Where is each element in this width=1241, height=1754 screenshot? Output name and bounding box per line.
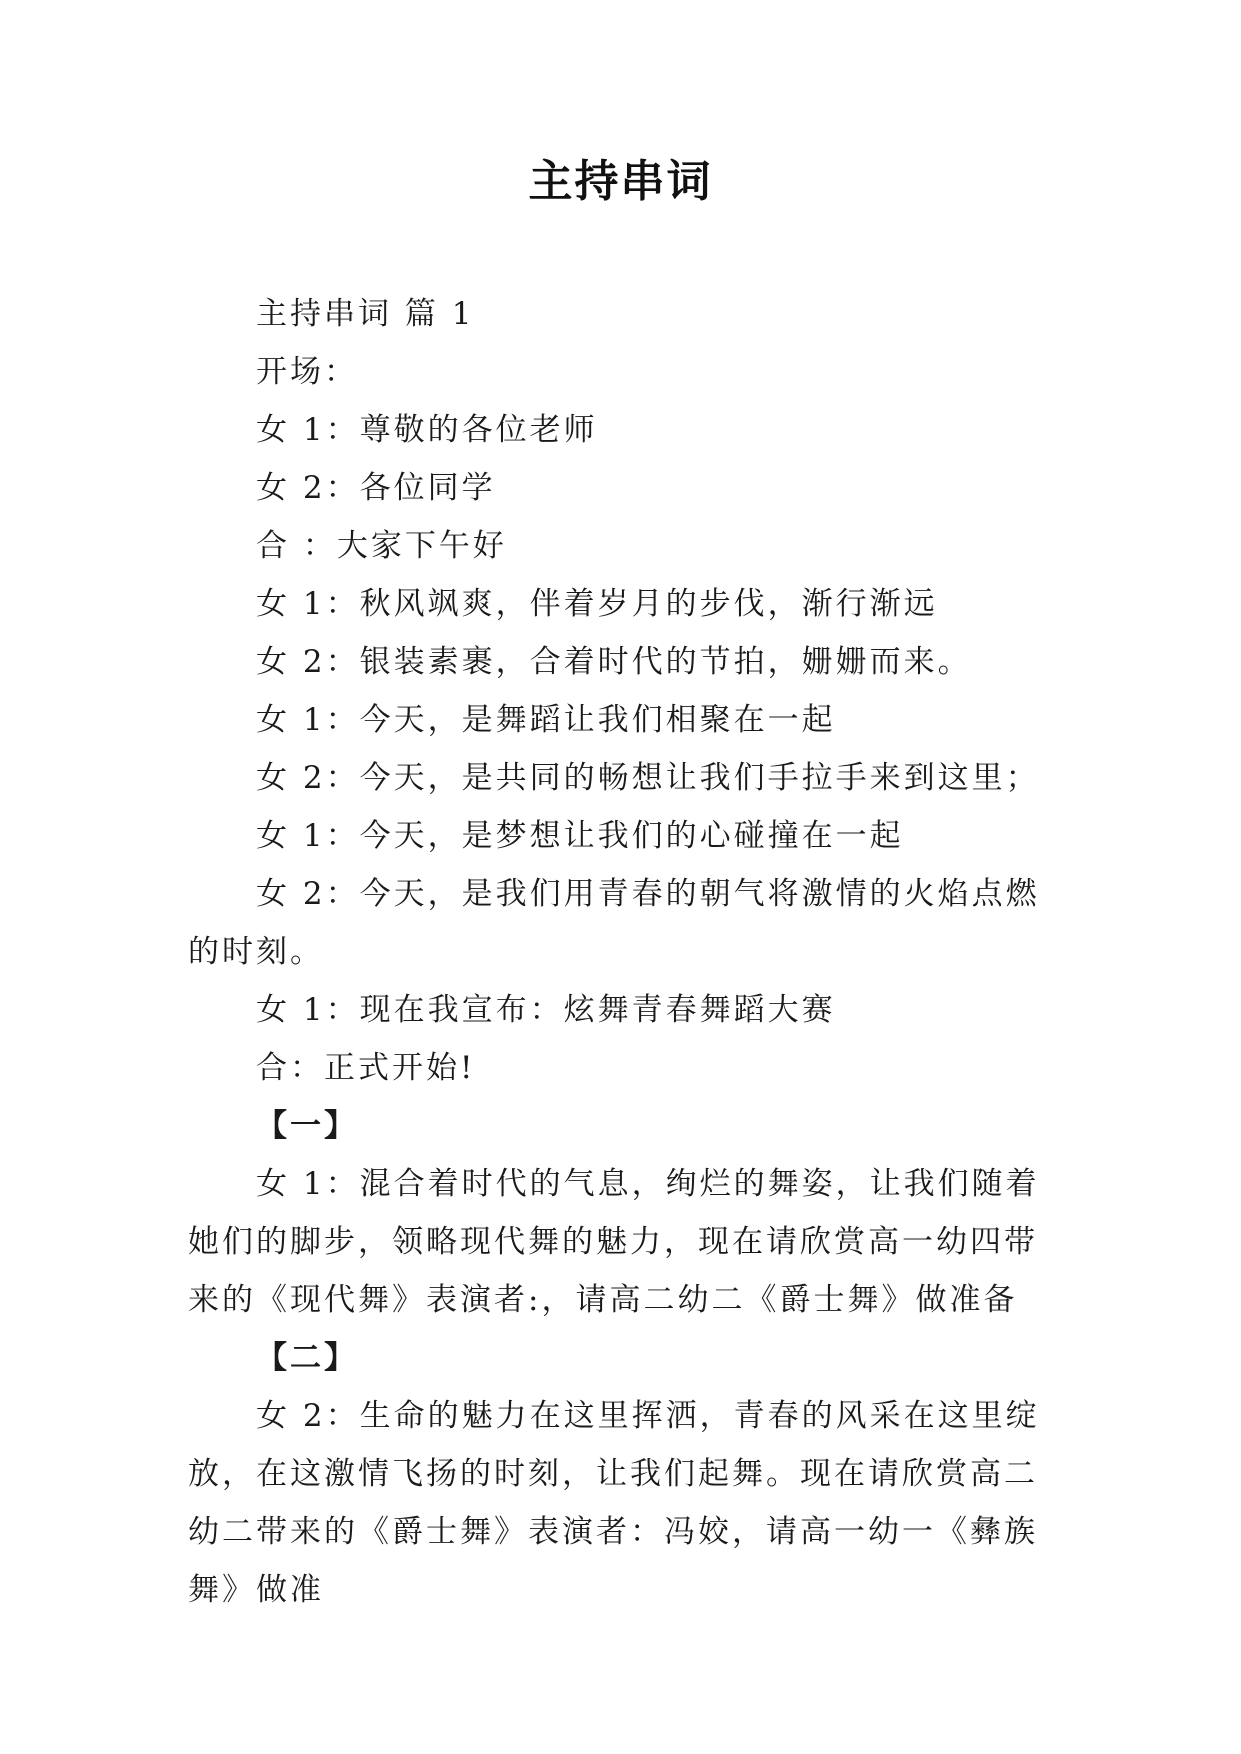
- paragraph: 女 2：各位同学: [256, 470, 496, 506]
- paragraph: 女 1：尊敬的各位老师: [256, 412, 598, 448]
- paragraph: 女 2：银装素裹，合着时代的节拍，姗姗而来。: [256, 644, 972, 680]
- paragraph: 合：正式开始!: [256, 1050, 476, 1086]
- section-heading: 【一】: [256, 1108, 358, 1144]
- document-title: 主持串词: [528, 156, 713, 207]
- section-heading: 【二】: [256, 1340, 358, 1376]
- paragraph: 开场：: [256, 354, 358, 390]
- paragraph: 女 1：今天，是舞蹈让我们相聚在一起: [256, 702, 836, 738]
- paragraph: 主持串词 篇 1: [256, 296, 475, 332]
- paragraph: 女 2：生命的魅力在这里挥洒，青春的风采在这里绽放，在这激情飞扬的时刻，让我们起舞。现在请欣赏高二幼二带来的《爵士舞》表演者：冯姣，请高一幼一《彝族舞》做准: [188, 1398, 1040, 1608]
- paragraph: 女 1：秋风飒爽，伴着岁月的步伐，渐行渐远: [256, 586, 938, 622]
- paragraph: 女 2：今天，是我们用青春的朝气将激情的火焰点燃的时刻。: [188, 876, 1040, 970]
- paragraph: 女 1：今天，是梦想让我们的心碰撞在一起: [256, 818, 904, 854]
- paragraph: 合 ：大家下午好: [256, 528, 507, 564]
- paragraph: 女 2：今天，是共同的畅想让我们手拉手来到这里；: [256, 760, 1040, 796]
- paragraph: 女 1：现在我宣布：炫舞青春舞蹈大赛: [256, 992, 836, 1028]
- paragraph: 女 1：混合着时代的气息，绚烂的舞姿，让我们随着她们的脚步，领略现代舞的魅力，现在请欣赏高一幼四带来的《现代舞》表演者:，请高二幼二《爵士舞》做准备: [188, 1166, 1040, 1318]
- document-body: [188, 285, 1050, 1619]
